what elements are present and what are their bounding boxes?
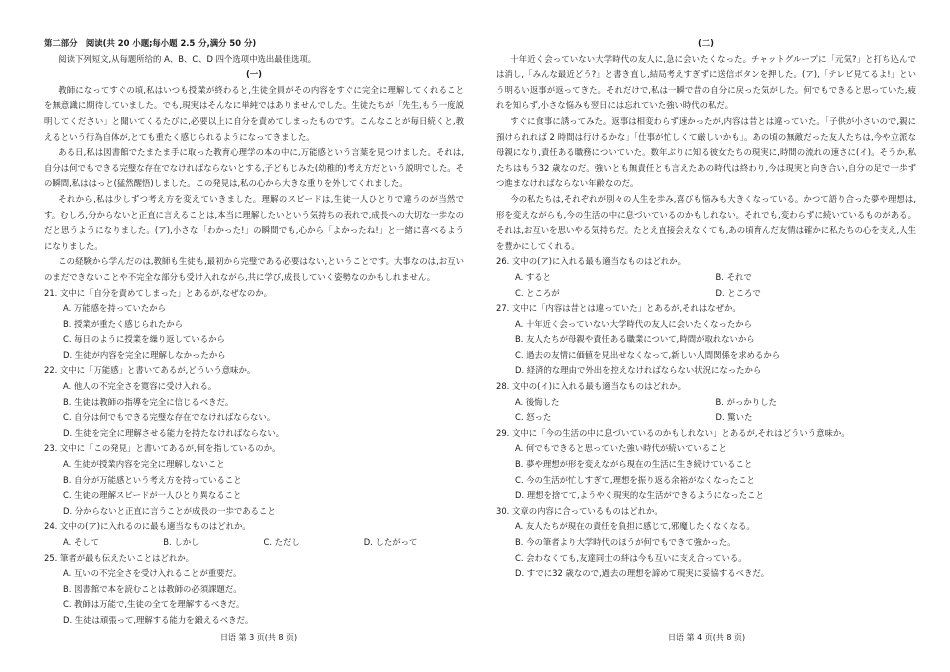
option-b: B. 授業が重たく感じられたから	[63, 318, 183, 329]
option-a: A. 十年近く会っていない大学時代の友人に会いたくなったから	[515, 318, 753, 329]
option-d: D. 驚いた	[715, 412, 753, 423]
option-c: C. 自分は何でもできる完璧な存在でなければならない。	[63, 412, 276, 423]
option-c: C. 毎日のように授業を繰り返しているから	[63, 334, 225, 345]
option-c: C. 会わなくても,友達同士の絆は今も互いに支え合っている。	[515, 552, 747, 563]
page-footer: 日语 第 3 页(共 8 页)	[220, 633, 298, 642]
option-c: C. ただし	[263, 537, 300, 547]
passage-paragraph: 十年近く会っていない大学時代の友人に,急に会いたくなった。チャットグループに「元気?」と打ち込んでは消し,「みんな最近どう?」と書き直し,結局考えすぎずに送信ボタンを押した。(ア),「テレビ見てるよ!」という明るい返事が返ってきた。それだけで,私は一瞬で昔の自分に戻った気がした。何でもできると思っていた,疲れを知らず,小さな悩みも翌日には忘れていた強い時代の私だ。	[496, 53, 916, 111]
option-c: C. 過去の友情に価値を見出せなくなって,新しい人間関係を求めるから	[515, 349, 781, 360]
passage-paragraph: ある日,私は図書館でたまたま手に取った教育心理学の本の中に,万能感という言葉を見つけました。それは,自分は何でもできる完璧な存在でなければならないとする,子どもじみた(幼稚的)考え方だという説明でした。その瞬間,私ははっと(猛然醒悟)しました。この発見は,私の心から大きな重りを外してくれました。	[44, 147, 464, 189]
option-c: C. ところが	[515, 287, 560, 298]
option-a: A. 万能感を持っていたから	[63, 303, 167, 314]
question-24	[44, 519, 464, 550]
options-row	[44, 535, 464, 551]
option-b: B. 自分が万能感という考え方を持っていること	[63, 474, 242, 485]
passage-paragraph: すぐに食事に誘ってみた。返事は相変わらず速かったが,内容は昔とは違っていた。「子供が小さいので,親に預けられれば 2 時間は行けるかな」「仕事が忙しくて厳しいかも」。あの頃の無敵だった友人たちは,今や立派な母親になり,責任ある職務についていた。数年ぶりに知る彼女たちの現実に,時間の流れの速さに(イ)。そうか,私たちはもう32 歳なのだ。強いとも無責任とも言えたあの時代は終わり,今は現実と向き合い,自分の足で一歩ずつ進まなければならない年齢なのだ。	[496, 115, 916, 189]
question-stem: 23. 文中に「この発見」と書いてあるが,何を指しているのか。	[44, 443, 281, 454]
passage-paragraph: 教師になってすぐの頃,私はいつも授業が終わると,生徒全員がその内容をすぐに完全に理解してくれることを無意識に期待していました。でも,現実はそんなに単純ではありませんでした。生徒たちが「先生,もう一度説明してください」と聞いてくるたびに,必要以上に自分を責めてしまったものです。こんなことが毎日続くと,教えるという行為自体が,とても重たく感じられるようになってきました。	[44, 84, 464, 142]
options-row	[496, 410, 916, 426]
option-c: C. 生徒の理解スピードが一人ひとり異なること	[63, 490, 242, 501]
option-d: D. 分からないと正直に言うことが成長の一歩であること	[63, 505, 276, 516]
passage-number: (一)	[245, 69, 263, 80]
question-stem: 29. 文中に「今の生活の中に息づいているのかもしれない」とあるが,それはどういう意味か。	[496, 427, 850, 438]
question-21	[44, 286, 464, 364]
option-b: B. 図書館で本を読むことは教師の必須課題だ。	[63, 583, 242, 594]
option-c: C. 怒った	[515, 412, 552, 423]
question-stem: 28. 文中の(イ)に入れる最も適当なものはどれか。	[496, 381, 687, 392]
question-stem: 24. 文中の(ア)に入れるのに最も適当なものはどれか。	[44, 521, 251, 532]
section-instruction: 阅读下列短文,从每题所给的 A、B、C、D 四个选项中选出最佳选项。	[58, 53, 317, 64]
option-a: A. 後悔した	[515, 396, 560, 407]
option-c: C. 教師は万能で,生徒の全てを理解するべきだ。	[63, 599, 245, 610]
option-d: D. 生徒が内容を完全に理解しなかったから	[63, 349, 226, 360]
question-30	[496, 504, 916, 582]
option-d: D. したがって	[363, 537, 418, 547]
options-row	[496, 286, 916, 302]
option-a: A. そして	[63, 537, 100, 547]
question-stem: 25. 筆者が最も伝えたいことはどれか。	[44, 552, 194, 563]
question-23	[44, 441, 464, 519]
question-22	[44, 363, 464, 441]
section-title: 第二部分 阅读(共 20 小题;每小题 2.5 分,满分 50 分)	[44, 38, 257, 48]
options-row	[496, 270, 916, 286]
question-25	[44, 551, 464, 629]
option-a: A. 何でもできると思っていた強い時代が続いていること	[515, 443, 727, 454]
option-b: B. しかし	[163, 537, 200, 547]
question-27	[496, 301, 916, 379]
option-d: D. すでに32 歳なので,過去の理想を諦めて現実に妥協するべきだ。	[515, 568, 770, 579]
option-a: A. すると	[515, 271, 552, 282]
question-29	[496, 426, 916, 504]
options-row	[496, 395, 916, 411]
option-a: A. 友人たちが現在の責任を負担に感じて,邪魔したくなくなる。	[515, 521, 755, 532]
question-stem: 27. 文中に「内容は昔とは違っていた」とあるが,それはなぜか。	[496, 303, 741, 314]
passage-paragraph: 今の私たちは,それぞれが別々の人生を歩み,喜びも悩みも大きくなっている。かつて語り合った夢や理想は,形を変えながらも,今の生活の中に息づいているのかもしれない。それでも,変わらずに続いているものがある。それは,お互いを思いやる気持ちだ。たとえ直接会えなくても,あの頃育んだ友情は確かに私たちの心を支え,人生を豊かにしてくれる。	[496, 193, 916, 251]
option-b: B. 今の筆者より大学時代のほうが何でもできて強かった。	[515, 537, 736, 547]
question-stem: 26. 文中の(ア)に入れる最も適当なものはどれか。	[496, 256, 687, 267]
option-d: D. 生徒を完全に理解させる能力を持たなければならない。	[63, 427, 285, 438]
question-stem: 30. 文章の内容に合っているものはどれか。	[496, 505, 663, 516]
passage-number: (二)	[697, 38, 715, 48]
left-page	[44, 36, 464, 629]
option-b: B. 友人たちが母親や責任ある職業について,時間が取れないから	[515, 334, 755, 345]
right-page	[496, 36, 916, 582]
option-a: A. 互いの不完全さを受け入れることが重要だ。	[63, 568, 242, 579]
question-26	[496, 254, 916, 301]
question-stem: 22. 文中に「万能感」と書いてあるが,どういう意味か。	[44, 365, 256, 376]
option-c: C. 今の生活が忙しすぎて,理想を振り返る余裕がなくなったこと	[515, 474, 755, 485]
question-28	[496, 379, 916, 426]
page-footer: 日语 第 4 页(共 8 页)	[668, 633, 746, 642]
option-b: B. 生徒は教師の指導を完全に信じるべきだ。	[63, 396, 234, 407]
question-stem: 21. 文中に「自分を責めてしまった」とあるが,なぜなのか。	[44, 287, 273, 298]
option-b: B. がっかりした	[715, 396, 777, 407]
option-a: A. 他人の不完全さを寛容に受け入れる。	[63, 381, 217, 392]
option-d: D. 理想を捨てて,ようやく現実的な生活ができるようになったこと	[515, 490, 764, 501]
option-d: D. ところで	[715, 287, 761, 298]
passage-paragraph: この経験から学んだのは,教師も生徒も,最初から完璧である必要はない,ということです。大事なのは,お互いのまだできないことや不完全な部分も受け入れながら,共に学び,成長していく姿勢なのかもしれません。	[44, 256, 464, 282]
option-b: B. それで	[715, 271, 752, 282]
option-b: B. 夢や理想が形を変えながら現在の生活に生き続けていること	[515, 459, 753, 470]
option-a: A. 生徒が授業内容を完全に理解しないこと	[63, 459, 225, 470]
option-d: D. 経済的な理由で外出を控えなければならない状況になったから	[515, 365, 762, 376]
passage-paragraph: それから,私は少しずつ考え方を変えていきました。理解のスピードは,生徒一人ひとりで違うのが当然です。むしろ,分からないと正直に言えることは,本当に理解したいという気持ちの表れで,成長への大切な一歩なのだと思うようになりました。(ア),小さな「わかった!」の瞬間でも,心から「よかったね!」と一緒に喜べるようになりました。	[44, 193, 464, 251]
option-d: D. 生徒は頑張って,理解する能力を鍛えるべきだ。	[63, 614, 254, 625]
